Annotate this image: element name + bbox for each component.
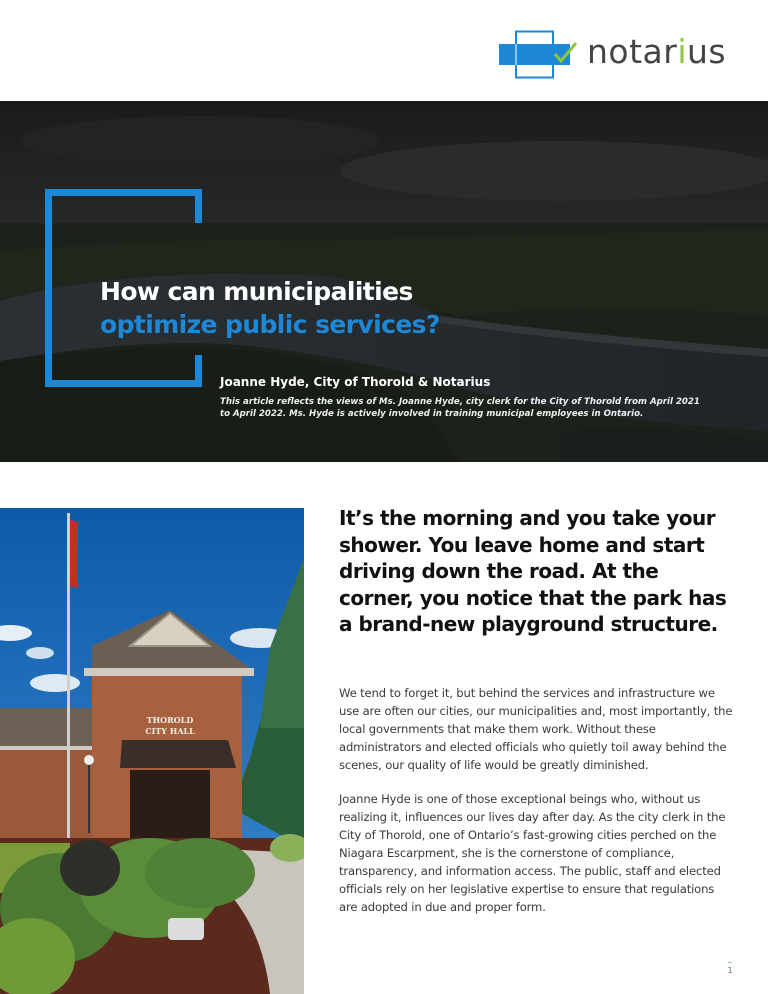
title-line-2: optimize public services? xyxy=(100,309,440,339)
article-title xyxy=(100,275,440,341)
page-number xyxy=(726,962,734,975)
page-number-value: 1 xyxy=(727,966,733,975)
notarius-logo xyxy=(497,28,737,84)
checkmark-document-icon xyxy=(497,28,579,82)
hero-banner xyxy=(0,101,768,462)
thorold-city-hall-image xyxy=(0,508,304,994)
city-hall-sign-line-2: CITY HALL xyxy=(145,726,195,736)
title-line-1: How can municipalities xyxy=(100,276,413,306)
article-paragraph-1: We tend to forget it, but behind the services and infrastructure we use are often our cities, our municipalities and, most importantly, the local governments that make them work. Without these administrators and elected officials who quietly toil away behind the scenes, our quality of life would be greatly diminished. xyxy=(339,686,733,772)
city-hall-photo xyxy=(0,508,304,994)
logo-wordmark: notarius xyxy=(587,32,727,71)
article-paragraph-2: Joanne Hyde is one of those exceptional beings who, without us realizing it, influences our lives day after day. As the city clerk in the City of Thorold, one of Ontario’s fast-growing cities perched on the Niagara Escarpment, she is the cornerstone of compliance, transparency, and information access. The public, staff and elected officials rely on her legislative expertise to ensure that regulations are adopted in due and proper form. xyxy=(339,792,726,914)
article-disclaimer: This article reflects the views of Ms. Joanne Hyde, city clerk for the City of Thorold from April 2021 to April 2022. Ms. Hyde is actively involved in training municipal employees in Ontario. xyxy=(220,397,700,419)
page-number-marker xyxy=(728,962,732,963)
article-lead: It’s the morning and you take your shower. You leave home and start driving down the road. At the corner, you notice that the park has a brand-new playground structure. xyxy=(339,506,727,636)
city-hall-sign-line-1: THOROLD xyxy=(146,715,194,725)
author-byline: Joanne Hyde, City of Thorold & Notarius xyxy=(220,375,491,389)
